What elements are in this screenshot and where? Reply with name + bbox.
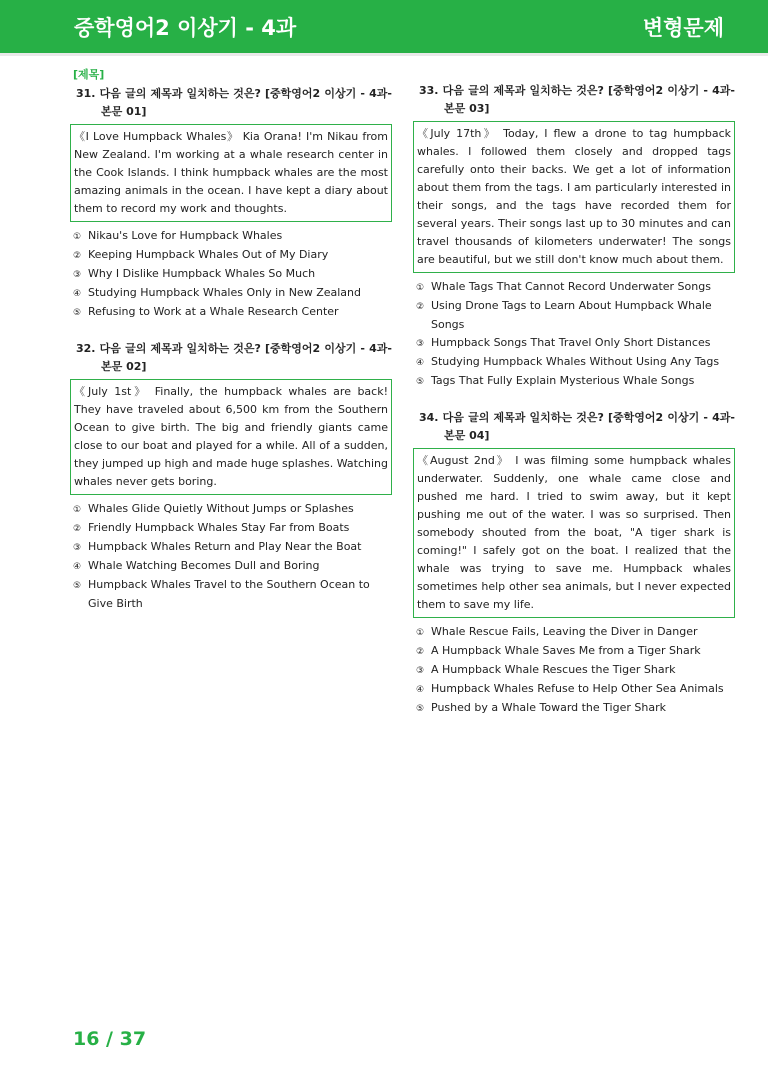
choice-list	[416, 278, 735, 391]
page-number: 16 / 37	[73, 1028, 147, 1050]
choice-text: Whale Rescue Fails, Leaving the Diver in Danger	[431, 625, 698, 638]
question-passage: 《I Love Humpback Whales》 Kia Orana! I'm Nikau from New Zealand. I'm working at a whale research center in the Cook Islands. I think humpback whales are the most amazing animals in the ocean. I have kept a diary about them to record my work and thoughts.	[70, 124, 392, 222]
choice-item[interactable]	[73, 227, 392, 246]
choice-text: Studying Humpback Whales Only in New Zealand	[88, 286, 361, 299]
choice-list	[73, 500, 392, 613]
question-passage: 《August 2nd》 I was filming some humpback whales underwater. Suddenly, one whale came close and pushed me hard. I tried to swim away, but it kept pushing me out of the water. I was so surprised. Then somebody shouted from the boat, "A tiger shark is coming!" I safely got on the boat. I realized that the whale was trying to save me. Humpback whales sometimes help other sea animals, but I never expected them to save my life.	[413, 448, 735, 618]
choice-list	[416, 623, 735, 718]
choice-number: ②	[73, 251, 82, 261]
choice-item[interactable]	[416, 353, 735, 372]
choice-item[interactable]	[73, 284, 392, 303]
choice-item[interactable]	[73, 576, 392, 613]
choice-text: Friendly Humpback Whales Stay Far from Boats	[88, 521, 350, 534]
choice-number: ①	[73, 505, 82, 515]
choice-number: ②	[416, 647, 425, 657]
choice-number: ①	[73, 232, 82, 242]
choice-text: Why I Dislike Humpback Whales So Much	[88, 267, 316, 280]
choice-number: ③	[416, 666, 425, 676]
choice-text: Humpback Whales Return and Play Near the Boat	[88, 540, 362, 553]
choice-item[interactable]	[416, 372, 735, 391]
question-34	[413, 409, 735, 718]
question-title: 34. 다음 글의 제목과 일치하는 것은? [중학영어2 이상기 - 4과-본문 04]	[419, 411, 735, 442]
left-column	[70, 66, 392, 631]
choice-item[interactable]	[73, 303, 392, 322]
choice-item[interactable]	[73, 519, 392, 538]
choice-text: Studying Humpback Whales Without Using Any Tags	[431, 355, 720, 368]
choice-item[interactable]	[416, 680, 735, 699]
question-33	[413, 82, 735, 391]
choice-number: ①	[416, 628, 425, 638]
question-passage: 《July 17th》 Today, I flew a drone to tag humpback whales. I followed them closely and dropped tags carefully onto their backs. We get a lot of information about them from the tags. I am particularly interested in their songs, and the tags have recorded them for several years. Their songs last up to 30 minutes and can travel thousands of kilometers underwater! The songs are beautiful, but we still don't know much about them.	[413, 121, 735, 273]
choice-item[interactable]	[73, 557, 392, 576]
question-title: 31. 다음 글의 제목과 일치하는 것은? [중학영어2 이상기 - 4과-본문 01]	[76, 87, 392, 118]
choice-number: ③	[73, 270, 82, 280]
choice-number: ①	[416, 283, 425, 293]
choice-text: Using Drone Tags to Learn About Humpback Whale Songs	[431, 299, 712, 331]
question-31	[70, 85, 392, 322]
choice-item[interactable]	[416, 334, 735, 353]
choice-number: ⑤	[73, 308, 82, 318]
choice-number: ④	[73, 562, 82, 572]
right-column	[413, 82, 735, 736]
choice-number: ③	[73, 543, 82, 553]
choice-text: Whales Glide Quietly Without Jumps or Splashes	[88, 502, 354, 515]
question-title: 32. 다음 글의 제목과 일치하는 것은? [중학영어2 이상기 - 4과-본문 02]	[76, 342, 392, 373]
choice-number: ⑤	[416, 377, 425, 387]
page-header	[0, 0, 768, 56]
choice-number: ④	[73, 289, 82, 299]
question-title: 33. 다음 글의 제목과 일치하는 것은? [중학영어2 이상기 - 4과-본문 03]	[419, 84, 735, 115]
choice-text: Humpback Songs That Travel Only Short Distances	[431, 336, 711, 349]
choice-text: Keeping Humpback Whales Out of My Diary	[88, 248, 329, 261]
section-label: [제목]	[73, 68, 105, 81]
choice-number: ④	[416, 685, 425, 695]
choice-item[interactable]	[73, 500, 392, 519]
choice-number: ③	[416, 339, 425, 349]
document-category: 변형문제	[642, 16, 724, 40]
choice-number: ⑤	[416, 704, 425, 714]
choice-text: A Humpback Whale Saves Me from a Tiger Shark	[431, 644, 701, 657]
choice-text: Humpback Whales Refuse to Help Other Sea Animals	[431, 682, 724, 695]
choice-text: Humpback Whales Travel to the Southern Ocean to Give Birth	[88, 578, 370, 610]
choice-text: A Humpback Whale Rescues the Tiger Shark	[431, 663, 676, 676]
choice-item[interactable]	[416, 661, 735, 680]
choice-item[interactable]	[416, 699, 735, 718]
choice-number: ④	[416, 358, 425, 368]
choice-list	[73, 227, 392, 322]
choice-number: ②	[73, 524, 82, 534]
choice-text: Nikau's Love for Humpback Whales	[88, 229, 283, 242]
choice-item[interactable]	[416, 642, 735, 661]
choice-item[interactable]	[73, 538, 392, 557]
choice-number: ⑤	[73, 581, 82, 591]
choice-item[interactable]	[416, 623, 735, 642]
choice-item[interactable]	[416, 278, 735, 297]
choice-number: ②	[416, 302, 425, 312]
choice-text: Pushed by a Whale Toward the Tiger Shark	[431, 701, 666, 714]
question-32	[70, 340, 392, 613]
question-passage: 《July 1st》 Finally, the humpback whales are back! They have traveled about 6,500 km from the Southern Ocean to give birth. The big and friendly giants came close to our boat and played for a while. All of a sudden, they jumped up high and made huge splashes. Watching whales never gets boring.	[70, 379, 392, 495]
choice-text: Whale Watching Becomes Dull and Boring	[88, 559, 320, 572]
choice-text: Whale Tags That Cannot Record Underwater Songs	[431, 280, 711, 293]
choice-text: Refusing to Work at a Whale Research Center	[88, 305, 339, 318]
document-title: 중학영어2 이상기 - 4과	[74, 16, 297, 40]
choice-item[interactable]	[73, 265, 392, 284]
choice-item[interactable]	[73, 246, 392, 265]
choice-item[interactable]	[416, 297, 735, 334]
choice-text: Tags That Fully Explain Mysterious Whale Songs	[431, 374, 695, 387]
